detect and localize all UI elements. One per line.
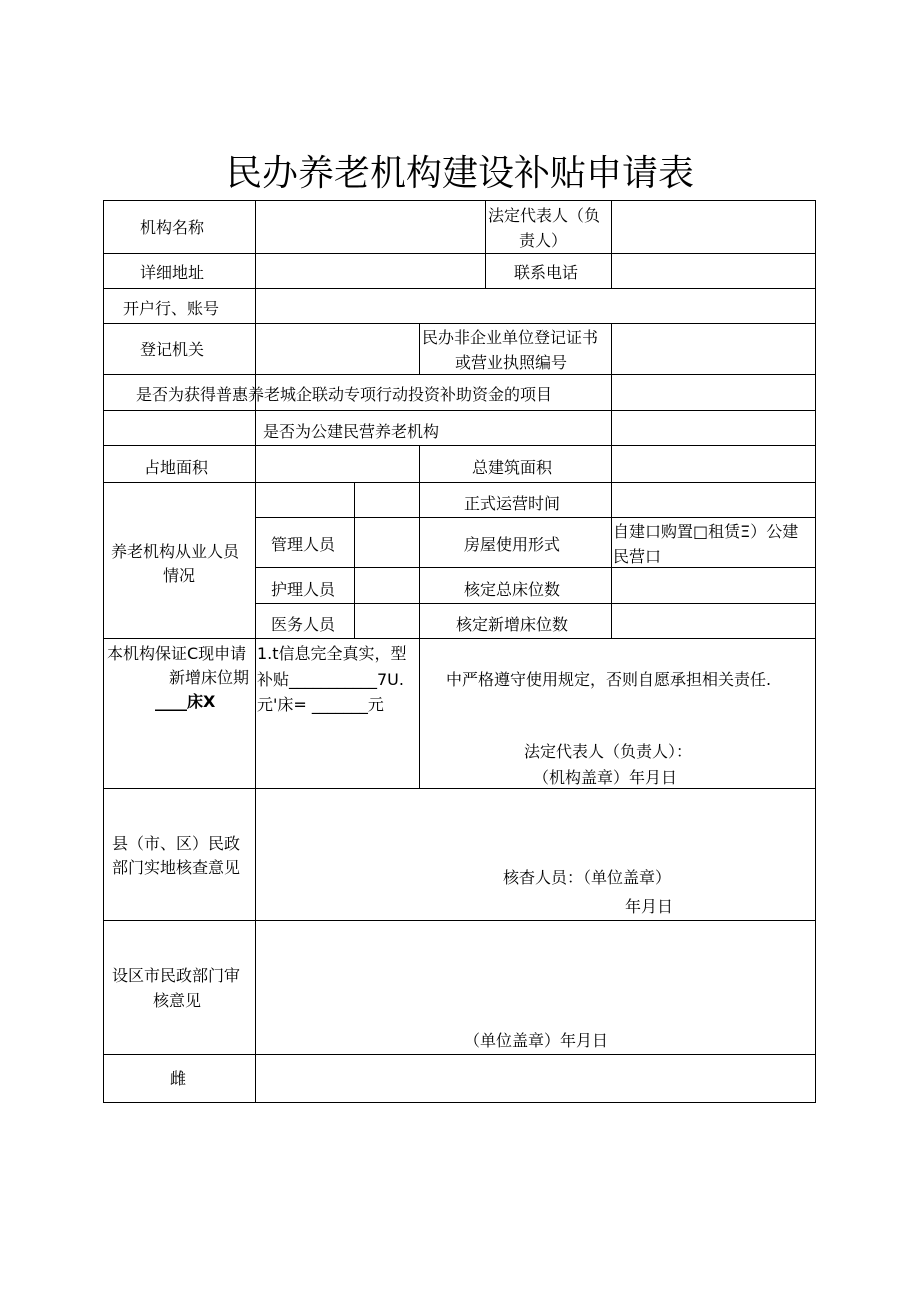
org-name-field[interactable] <box>257 202 484 252</box>
county-label-line2: 部门实地核查意见 <box>112 858 241 877</box>
medical-count-field[interactable] <box>356 605 418 637</box>
staff-label-line1: 养老机构从业人员 <box>111 542 240 561</box>
remarks-label: 雌 <box>170 1069 187 1088</box>
land-area-field[interactable] <box>257 447 418 481</box>
declaration-left-line1: 本机构保证C现申请 <box>107 644 247 663</box>
build-area-field[interactable] <box>613 447 814 481</box>
reg-cert-field[interactable] <box>613 325 814 373</box>
county-label-line1: 县（市、区）民政 <box>112 834 241 853</box>
phone-field[interactable] <box>613 255 814 287</box>
op-time-label: 正式运营时间 <box>464 494 561 513</box>
city-label-line2: 核意见 <box>153 991 202 1010</box>
declaration-right-text: 中严格遵守使用规定，否则自愿承担相关责任. <box>446 670 772 689</box>
reg-authority-field[interactable] <box>257 325 418 373</box>
new-beds-label: 核定新增床位数 <box>456 615 569 634</box>
declaration-mid-line1: 1.t信息完全真实，型 <box>257 644 407 663</box>
bank-label: 开户行、账号 <box>123 299 220 318</box>
staff-blank-cell[interactable] <box>257 484 353 516</box>
build-area-label: 总建筑面积 <box>472 458 553 477</box>
op-time-field[interactable] <box>613 484 814 516</box>
house-form-label: 房屋使用形式 <box>464 535 561 554</box>
medical-label: 医务人员 <box>271 615 336 634</box>
city-label-line1: 设区市民政部门审 <box>112 966 241 985</box>
legal-rep-label-line1: 法定代表人（负 <box>488 206 601 225</box>
total-beds-label: 核定总床位数 <box>464 580 561 599</box>
org-name-label: 机构名称 <box>140 218 205 237</box>
reg-cert-label-line2: 或营业执照编号 <box>455 353 568 372</box>
declaration-seal-date: （机构盖章）年月日 <box>533 768 678 787</box>
city-seal-date: （单位盖章）年月日 <box>464 1031 609 1050</box>
pujin-answer-field[interactable] <box>613 376 814 409</box>
reg-cert-label-line1: 民办非企业单位登记证书 <box>422 328 599 347</box>
legal-rep-field[interactable] <box>613 202 814 252</box>
phone-label: 联系电话 <box>514 263 579 282</box>
declaration-signer: 法定代表人（负责人）： <box>524 742 693 761</box>
public-question-label: 是否为公建民营养老机构 <box>263 422 440 441</box>
nurses-count-field[interactable] <box>356 569 418 602</box>
remarks-field[interactable] <box>257 1056 814 1101</box>
county-opinion-field[interactable] <box>257 790 814 850</box>
new-beds-field[interactable] <box>613 605 814 637</box>
address-label: 详细地址 <box>140 263 205 282</box>
public-answer-field[interactable] <box>613 412 814 444</box>
county-inspector: 核杳人员：（单位盖章） <box>503 868 672 887</box>
staff-blank-count[interactable] <box>356 484 418 516</box>
declaration-mid-line3: 元'床= _______元 <box>257 695 384 714</box>
house-form-options-line1[interactable]: 自建口购置□租赁Ξ）公建 <box>613 522 799 541</box>
address-field[interactable] <box>257 255 484 287</box>
land-area-label: 占地面积 <box>144 458 209 477</box>
house-form-options-line2[interactable]: 民营口 <box>613 547 662 566</box>
declaration-mid-line2: 补贴___________7U. <box>257 670 404 689</box>
legal-rep-label-line2: 责人） <box>519 231 568 250</box>
managers-label: 管理人员 <box>271 535 336 554</box>
declaration-left-line3: ____床X <box>155 692 216 711</box>
nurses-label: 护理人员 <box>271 580 336 599</box>
page-title: 民办养老机构建设补贴申请表 <box>225 153 694 194</box>
city-opinion-field[interactable] <box>257 922 814 1012</box>
managers-count-field[interactable] <box>356 519 418 566</box>
pujin-question-label: 是否为获得普惠养老城企联动专项行动投资补助资金的项目 <box>136 385 553 404</box>
county-date: 年月日 <box>625 897 674 916</box>
total-beds-field[interactable] <box>613 569 814 602</box>
staff-label-line2: 情况 <box>163 566 196 585</box>
reg-authority-label: 登记机关 <box>140 340 205 359</box>
declaration-left-line2: 新增床位期 <box>169 668 250 687</box>
bank-field[interactable] <box>257 290 814 322</box>
